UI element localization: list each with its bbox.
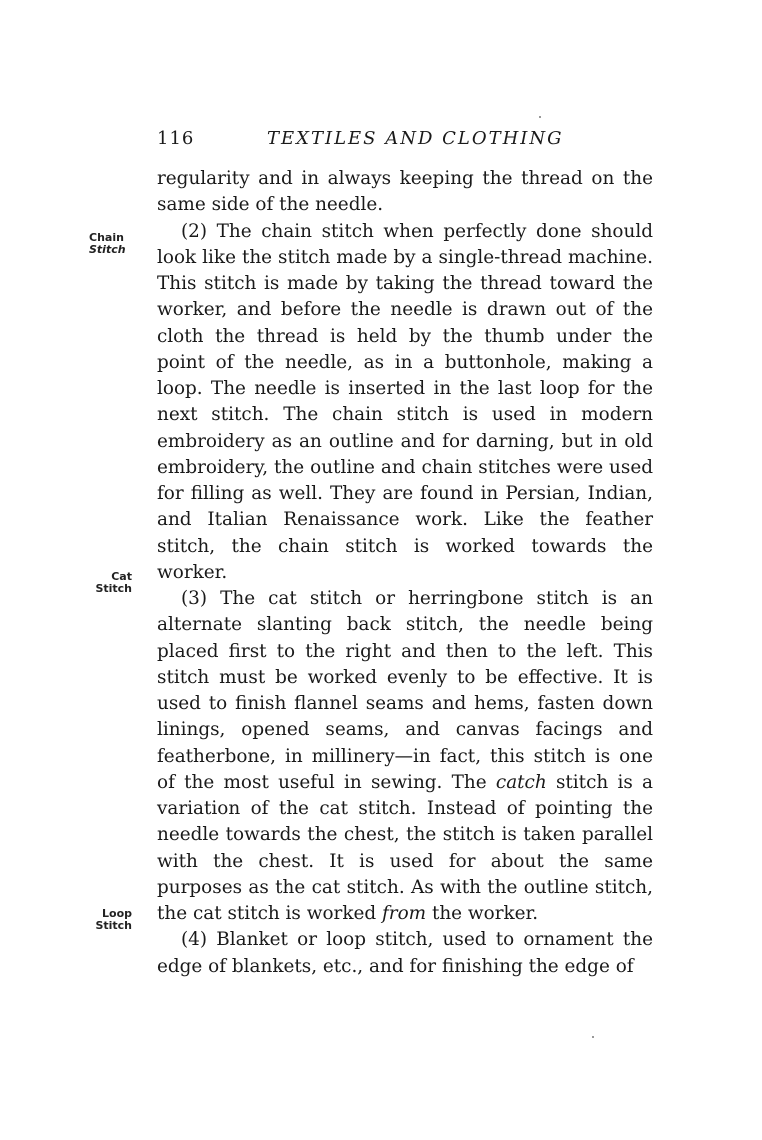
margin-note-line: Chain <box>89 231 124 244</box>
text-run: the worker. <box>426 903 539 924</box>
body-text <box>157 166 653 980</box>
italic-term: catch <box>495 771 547 793</box>
paragraph-loop-stitch: (4) Blanket or loop stitch, used to ornament the edge of blankets, etc., and for finishing the edge of <box>157 929 653 977</box>
paragraph-cat-stitch <box>157 586 653 927</box>
text-run: stitch is a variation of the cat stitch. Instead of pointing the needle towards the chest, the stitch is taken parallel with the chest. It is used for about the same purposes as the cat stitch. As with the outline stitch, the cat stitch is worked <box>157 771 653 924</box>
paragraph-chain-stitch: (2) The chain stitch when perfectly done should look like the stitch made by a single-thread machine. This stitch is made by taking the thread toward the worker, and before the needle is drawn out of the cloth the thread is held by the thumb under the point of the needle, as in a buttonhole, making a loop. The needle is inserted in the last loop for the next stitch. The chain stitch is used in modern embroidery as an outline and for darning, but in old embroidery, the outline and chain stitches were used for filling as well. They are found in Persian, Indian, and Italian Renaissance work. Like the feather stitch, the chain stitch is worked towards the worker. <box>157 220 653 583</box>
margin-note-line: Stitch <box>89 243 126 256</box>
margin-note-line: Cat <box>111 570 132 583</box>
italic-term: from <box>381 903 427 924</box>
scan-speck <box>539 116 541 118</box>
text-run: (3) The cat stitch or herringbone stitch is an alternate slanting back stitch, the needle being placed first to the right and then to the left. This stitch must be worked evenly to be effective. It is used to finish flannel seams and hems, fasten down linings, opened seams, and canvas facings and featherbone, in millinery—in fact, this stitch is one of the most useful in sewing. The <box>157 588 653 793</box>
page-header <box>157 128 657 152</box>
margin-note-loop-stitch <box>88 908 132 932</box>
margin-note-line: Loop <box>102 907 132 920</box>
margin-note-cat-stitch <box>88 571 132 595</box>
margin-note-line: Stitch <box>95 919 132 932</box>
scan-speck <box>592 1036 594 1038</box>
margin-note-line: Stitch <box>95 582 132 595</box>
paragraph-continued: regularity and in always keeping the thread on the same side of the needle. <box>157 168 653 216</box>
margin-note-chain-stitch <box>89 232 126 256</box>
page-number: 116 <box>157 128 195 149</box>
running-title: TEXTILES AND CLOTHING <box>267 128 564 149</box>
